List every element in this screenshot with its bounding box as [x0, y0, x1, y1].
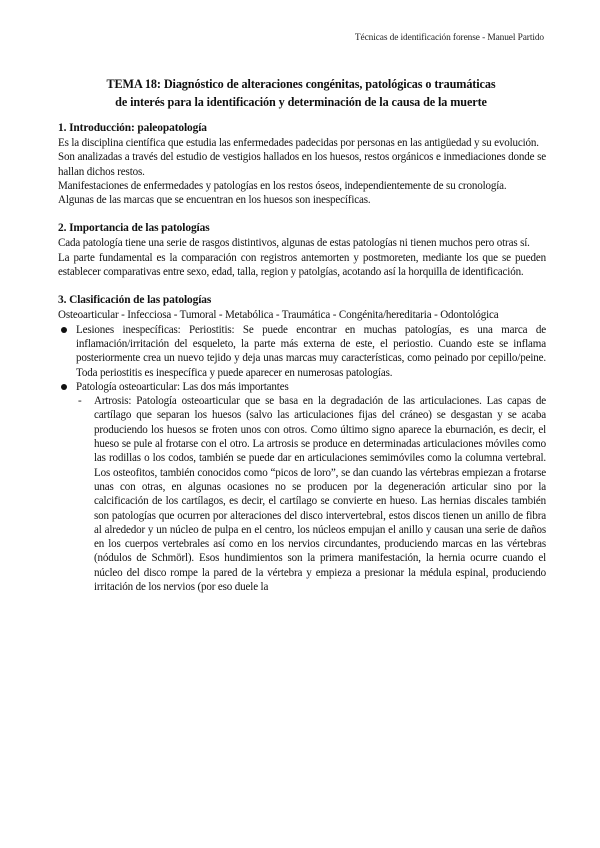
bullet-list [58, 323, 546, 595]
paragraph: Son analizadas a través del estudio de vestigios hallados en los huesos, restos orgánicos e inmediaciones donde se hallan dichos restos. [58, 151, 546, 178]
section-heading: 3. Clasificación de las patologías [58, 294, 212, 307]
section-heading: 2. Importancia de las patologías [58, 222, 210, 235]
document-body [58, 121, 546, 594]
section-introduccion [58, 121, 546, 207]
paragraph: Es la disciplina científica que estudia las enfermedades padecidas por personas en las antigüedad y su evolución. [58, 137, 539, 149]
bullet-text: Patología osteoarticular: Las dos más importantes [76, 380, 289, 393]
sub-list-item [76, 394, 546, 594]
title-line-2: de interés para la identificación y determinación de la causa de la muerte [115, 95, 487, 109]
bullet-item [58, 380, 546, 594]
page-header: Técnicas de identificación forense - Manuel Partido [354, 33, 544, 43]
bullet-icon [61, 384, 67, 390]
paragraph: La parte fundamental es la comparación con registros antemorten y postmoreten, mediante los que se pueden establecer comparativas entre sexo, edad, talla, region y patolgías, acotando así la horquilla de identificación. [58, 251, 546, 279]
section-importancia [58, 221, 546, 279]
section-heading: 1. Introducción: paleopatología [58, 122, 207, 134]
dash-icon: - [78, 395, 82, 408]
bullet-icon [61, 327, 67, 333]
paragraph: Cada patología tiene una serie de rasgos distintivos, algunas de estas patologías ni tienen muchos pero otras sí. [58, 237, 530, 250]
section-clasificacion [58, 293, 546, 594]
paragraph: Manifestaciones de enfermedades y patologías en los restos óseos, independientemente de su cronología. [58, 179, 507, 192]
document-title [56, 75, 546, 111]
title-line-1: TEMA 18: Diagnóstico de alteraciones congénitas, patológicas o traumáticas [106, 77, 496, 91]
bullet-item [58, 323, 546, 380]
classification-list: Osteoarticular - Infecciosa - Tumoral - Metabólica - Traumática - Congénita/hereditaria - Odontológica [58, 309, 499, 322]
sub-list [76, 394, 546, 594]
paragraph: Algunas de las marcas que se encuentran en los huesos son inespecíficas. [58, 194, 371, 207]
bullet-text: Lesiones inespecíficas: Periostitis: Se puede encontrar en muchas patologías, es una marca de inflamación/irritación del esqueleto, la parte más externa de este, el periostio. Cuando este se inflama posteriormente crea un nuevo tejido y deja unas marcas muy características, como peinado por cepillo/peine. Toda periostitis es inespecífica y puede aparecer en numerosas patologías. [76, 323, 546, 379]
sub-item-text: Artrosis: Patología osteoarticular que se basa en la degradación de las articulaciones. Las capas de cartílago que separan los huesos (salvo las articulaciones fijas del cráneo) se desgastan y se acaba produciendo los huesos se froten unos con otros. Como último signo aparece la eburnación, es decir, el hueso se pule al frotarse con el otro. La artrosis se produce en determinadas articulaciones móviles como las rodillas o los codos, también se puede dar en articulaciones semimóviles como la columna vertebral. Los osteofitos, también conocidos como “picos de loro”, se dan cuando las vértebras empiezan a frotarse unas con otras, en algunas ocasiones no se producen por la degeneración articular sino por la calcificación de los cartílagos, es decir, el cartílago se convierte en hueso. Las hernias discales también son patologías que ocurren por alteraciones del disco intervertebral, estos discos tienen un anillo de fibra al alrededor y un núcleo de pulpa en el centro, los núcleos empujan el anillo y causan una serie de daños en los cuerpos vertebrales así como en los nervios circundantes, produciendo marcas en las vértebras (nódulos de Schmörl). Esos hundimientos son la primera manifestación, la hernia ocurre cuando el núcleo del disco rompe la pared de la vértebra y empieza a presionar la médula espinal, produciendo irritación de los nervios (por eso duele la [94, 395, 546, 594]
